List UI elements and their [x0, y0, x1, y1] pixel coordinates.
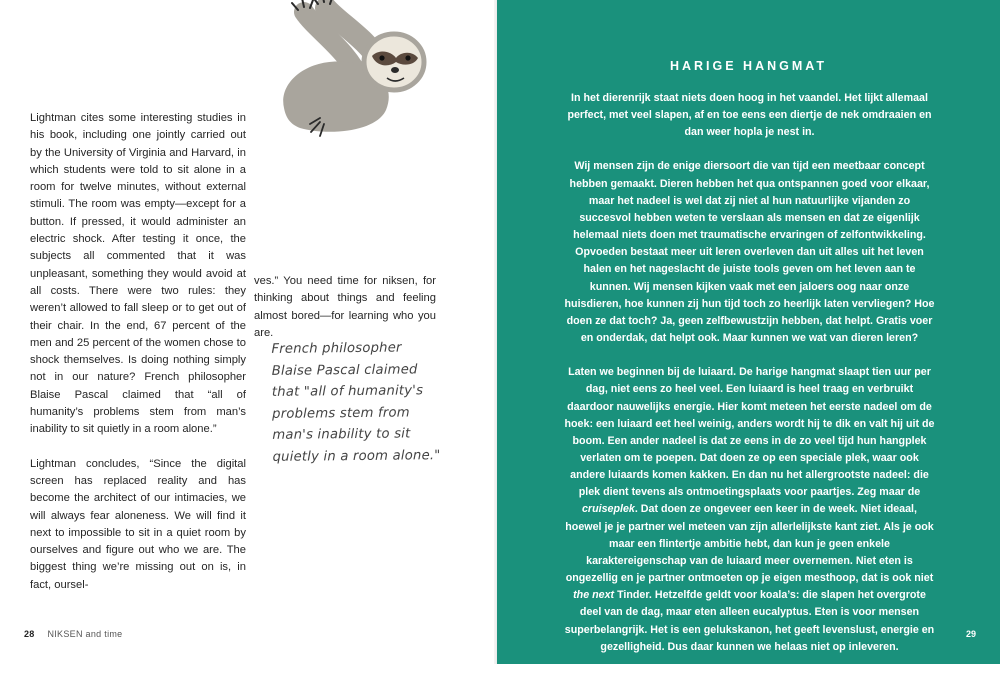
sloth-illustration-icon [268, 0, 448, 140]
text-run: Tinder. Hetzelfde geldt voor koala’s: die slapen het overgrote deel van de dag, maar eten alleen eucalyptus. Eten is voor mensen superbelangrijk. Het is een gelukskanon, het geeft levenslust, energie en gezelligheid. Dus daar kunnen we helaas niet op inleveren. [564, 589, 935, 653]
emphasis-the-next: the next [573, 589, 615, 602]
paragraph: Lightman cites some interesting studies in his book, including one jointly carried out by the University of Virginia and Harvard, in which students were told to sit alone in a room for twelve minutes, without external stimuli. The room was empty—except for a button. If pressed, it would administer an electric shock. After testing it once, the subjects all commented that it was unpleasant, something they would avoid at all costs. There were two rules: they weren’t allowed to fall sleep or to get out of their chair. In the end, 67 percent of the men and 25 percent of the women chose to shock themselves. Is doing nothing simply not in our nature? French philosopher Blaise Pascal claimed that “all of humanity’s problems stem from man’s inability to sit quietly in a room alone.” [30, 112, 246, 436]
body-text-column-2 [254, 273, 436, 342]
emphasis-cruiseplek: cruiseplek [581, 503, 635, 516]
page-number: 28 [24, 629, 35, 639]
paragraph: In het dierenrijk staat niets doen hoog in het vaandel. Het lijkt allemaal perfect, met veel slapen, af en toe eens een diertje de nek omdraaien en dan weer hopla je nest in. [567, 92, 932, 139]
folio-left [24, 629, 122, 639]
paragraph: Wij mensen zijn de enige diersoort die van tijd een meetbaar concept hebben gemaakt. Dieren hebben het qua ontspannen goed voor elkaar, maar het nadeel is wel dat zij niet al hun natuurlijke vijanden zo succesvol hebben weten te verslaan als mensen en dat ze eigenlijk helemaal niets doen met traumatische ervaringen of zelfontwikkeling. Opvoeden bestaat meer uit leren overleven dan uit alles uit het leven halen en het nageslacht de juiste tools geven om het leven aan te kunnen. Wij mensen kijken vaak met een jaloers oog naar onze huisdieren, hoe kunnen zij hun tijd toch zo heerlijk laten vervliegen? Hoe doen ze dat toch? Ja, geen zelfbewustzijn hebben, dat helpt. Gratis voer en onderdak, dat helpt ook. Maar kunnen we wat van dieren leren? [564, 160, 935, 345]
left-page [0, 0, 497, 664]
paragraph [563, 364, 936, 656]
body-text-column-1 [30, 110, 246, 611]
section-title: NIKSEN and time [47, 629, 123, 639]
paragraph: Lightman concludes, “Since the digital screen has replaced reality and has become the architect of our intimacies, we will always fear aloneness. We will find it next to impossible to sit in a quiet room by ourselves and figure out who we are. The biggest thing we’re missing out on is, in fact, oursel- [30, 457, 246, 591]
paragraph: ves.” You need time for niksen, for thinking about things and feeling almost bored—for learning who you are. [254, 275, 436, 339]
section-heading: HARIGE HANGMAT [669, 59, 828, 73]
page-number: 29 [966, 629, 977, 639]
text-run: Laten we beginnen bij de luiaard. De harige hangmat slaapt tien uur per dag, niet eens zo heel veel. Een luiaard is heel traag en verbruikt daardoor nauwelijks energie. Hier komt meteen het eerste nadeel om de hoek: een luiaard eet heel weinig, anders wordt hij te dik en valt hij uit de boom. Een ander nadeel is dat ze eens in de zo veel tijd hun hangplek verlaten om te poepen. Dat doen ze op een speciale plek, waar ook andere luiaards komen kakken. En dan nu het allergrootste nadeel: die plek dient tevens als ontmoetingsplaats voor paartjes. Zeg maar de [564, 366, 935, 499]
text-run: . Dat doen ze ongeveer een keer in de week. Niet ideaal, hoewel je je partner wel meteen van zijn allerlelijkste kant ziet. Als je ook maar een flintertje ambitie hebt, dan kun je geen enkele karaktereigenschap van de luiaard meer overnemen. Niet eten is ongezellig en je partner ontmoeten op je eigen mesthoop, dat is ook niet [565, 503, 934, 585]
right-body-text [563, 90, 936, 673]
pull-quote: French philosopher Blaise Pascal claimed that "all of humanity's problems stem from man's inability to sit quietly in a room alone." [271, 340, 441, 465]
